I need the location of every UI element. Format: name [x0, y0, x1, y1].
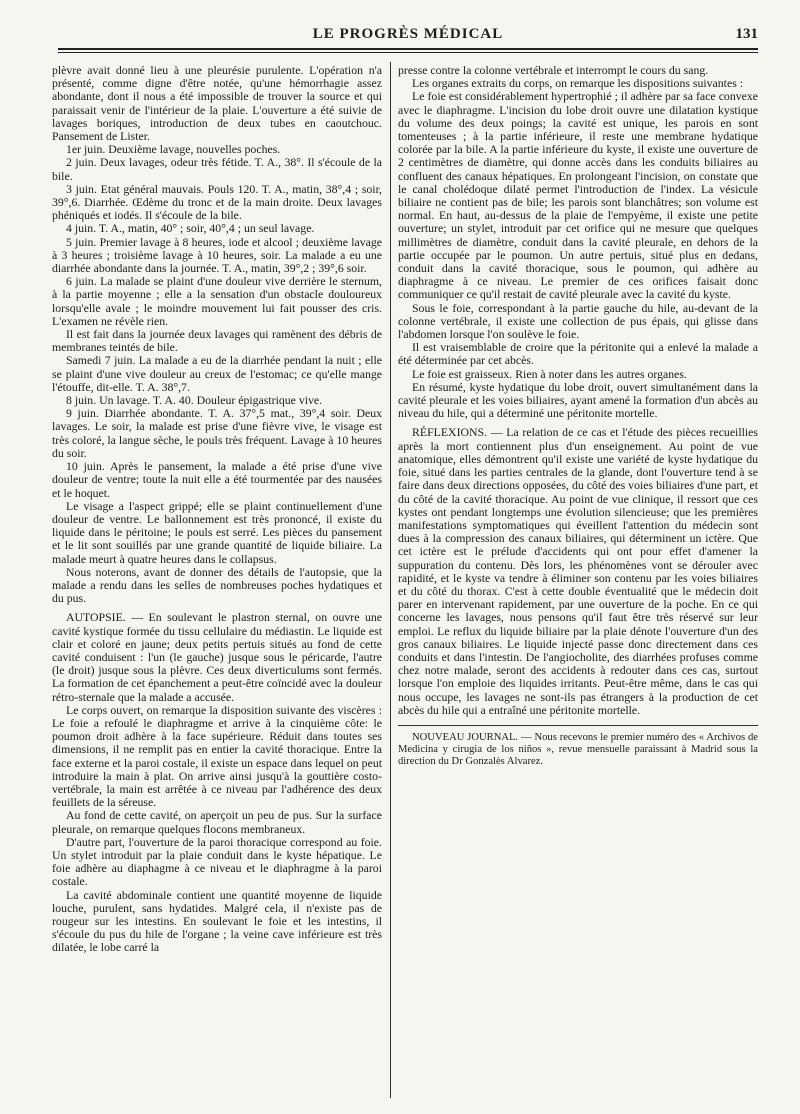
paragraph: La cavité abdominale contient une quantité moyenne de liquide louche, purulent, sans hydatides. Malgré cela, il n'existe pas de rougeur sur les intestins. En soulevant le foie et les intestins, il s'écoule du pus du hile de l'organe ; la veine cave inférieure est très dilatée, le lobe carré la: [52, 887, 382, 955]
paragraph: 4 juin. T. A., matin, 40° ; soir, 40°,4 ; un seul lavage.: [66, 221, 315, 236]
paragraph: 5 juin. Premier lavage à 8 heures, iode et alcool ; deuxième lavage à 3 heures ; troisième lavage à 10 heures, soir. La malade a eu une diarrhée abondante dans la journée. T. A., matin, 39°,2 ; 39°,6 soir.: [52, 234, 382, 276]
paragraph: plèvre avait donné lieu à une pleurésie purulente. L'opération n'a présenté, comme digne d'être notée, qu'une hémorrhagie assez abondante, dont il nous a été impossible de trouver la source et qui paraissait venir de l'intérieur de la plaie. L'ouverture a été suivie de lavages boriques, introduction de deux tubes en caoutchouc. Pansement de Lister.: [52, 64, 382, 144]
header-rule-thin: [58, 52, 758, 53]
paragraph: 10 juin. Après le pansement, la malade a été prise d'une vive douleur de ventre; toute la nuit elle a été tourmentée par des nausées et le hoquet.: [52, 459, 382, 500]
paragraph: Au fond de cette cavité, on aperçoit un peu de pus. Sur la surface pleurale, on remarque quelques flocons membraneux.: [52, 808, 382, 836]
paragraph: 9 juin. Diarrhée abondante. T. A. 37°,5 mat., 39°,4 soir. Deux lavages. Le soir, la malade est prise d'une fièvre vive, le visage est très coloré, la langue sèche, le pouls très fréquent. Lavage à 10 heures du soir.: [52, 406, 382, 460]
paragraph: Nous noterons, avant de donner des détails de l'autopsie, que la malade a rendu dans les selles de nombreuses poches hydatiques et du pus.: [52, 564, 382, 606]
paragraph: Le foie est graisseux. Rien à noter dans les autres organes.: [412, 366, 687, 381]
paragraph: Il est vraisemblable de croire que la péritonite qui a enlevé la malade a été déterminée par cet abcès.: [398, 340, 758, 368]
paragraph: presse contre la colonne vertébrale et interrompt le cours du sang.: [398, 64, 709, 77]
column-divider: [390, 62, 391, 1098]
paragraph: Samedi 7 juin. La malade a eu de la diarrhée pendant la nuit ; elle se plaint d'une vive douleur au creux de l'estomac; ce qu'elle mange l'étouffe, dit-elle. T. A. 38°,7.: [52, 353, 382, 394]
paragraph: 8 juin. Un lavage. T. A. 40. Douleur épigastrique vive.: [66, 393, 323, 408]
footnote-rule: [398, 725, 758, 726]
paragraph: D'autre part, l'ouverture de la paroi thoracique correspond au foie. Un stylet introduit par la plaie conduit dans le kyste hépatique. Le foie adhère au diaphagme à ce niveau et le diaphragme à la paroi costale.: [52, 834, 382, 889]
paragraph: 3 juin. Etat général mauvais. Pouls 120. T. A., matin, 38°,4 ; soir, 39°,6. Diarrhée. Œdème du tronc et de la main droite. Deux lavages phéniqués et iodés. Il s'écoule de la bile.: [52, 181, 382, 223]
paragraph: Il est fait dans la journée deux lavages qui ramènent des débris de membranes teintés de bile.: [52, 327, 382, 355]
paragraph: Sous le foie, correspondant à la partie gauche du hile, au-devant de la colonne vertébrale, il existe une collection de pus épais, qui glisse dans l'abdomen lorsque l'on soulève le foie.: [398, 300, 758, 342]
paragraph: Le corps ouvert, on remarque la disposition suivante des viscères : Le foie a refoulé le diaphragme et arrive à la cinquième côte: le poumon droit adhère à la face supérieure. Réduit dans toutes ses dimensions, il ne remplit pas en entier la cavité thoracique. Entre la face externe et la paroi costale, il existe un espace dans lequel on peut introduire la main à plat. On arrive ainsi jusqu'à la gouttière costo-vertébrale, la main est arrêtée à ce niveau par l'adhérence des deux feuillets de la séreuse.: [52, 702, 382, 810]
paragraph: 6 juin. La malade se plaint d'une douleur vive derrière le sternum, à la partie moyenne ; elle a la sensation d'un obstacle douloureux lorsqu'elle avale ; le moindre mouvement lui fait pousser des cris. L'examen ne révèle rien.: [52, 274, 382, 328]
left-column: [52, 64, 382, 1098]
paragraph: Le foie est considérablement hypertrophié ; il adhère par sa face convexe avec le diaphragme. L'incision du lobe droit ouvre une dilatation kystique du volume des deux poings; la cavité est unique, les parois en sont tomenteuses ; à la partie inférieure, il reste une membrane hydatique colorée par la bile. A la partie inférieure du kyste, il existe une ouverture de 2 centimètres de diamètre, qui donne accès dans les conduits biliaires au confluent des canaux hépatiques. En prolongeant l'incision, on constate que le canal cholédoque dilaté permet l'introduction de l'index. La vésicule biliaire ne contient pas de bile; les parois sont blanchâtres; son volume est normal. En haut, au-dessus de la plaie de l'empyème, il existe une petite ouverture; un stylet, introduit par cet orifice qui ne mesure que quelques millimètres de diamètre, conduit dans la cavité pleurale, en dehors de la partie occupée par le poumon. Un autre pertuis, situé plus en dedans, conduit dans la cavité thoracique, sous le poumon, qui adhère au diaphragme à ce niveau. Le premier de ces orifices faisait donc communiquer ce qu'il restait de cavité pleurale avec la cavité du kyste.: [398, 89, 758, 302]
paragraph: Le visage a l'aspect grippé; elle se plaint continuellement d'une douleur de ventre. Le ballonnement est très prononcé, il existe du liquide dans le péritoine; le pouls est serré. Les pièces du pansement et le lit sont souillés par une grande quantité de liquide biliaire. La malade meurt à quatre heures dans le collapsus.: [52, 498, 382, 566]
reflexions-paragraph: RÉFLEXIONS. — La relation de ce cas et l'étude des pièces recueillies après la mort contiennent plus d'un enseignement. Au point de vue anatomique, elles démontrent qu'il existe une variété de kyste hydatique du foie, situé dans les parties centrales de la glande, dont l'ouverture tend à se faire dans deux directions opposées, du côté des voies biliaires d'une part, et du côté de la cavité thoracique. Au point de vue clinique, il ressort que ces kystes ont pendant longtemps une évolution silencieuse; que les premières manifestations symptomatiques qui éveillent l'attention du médecin sont dues à la compression des canaux biliaires, qui déterminent un ictère. Que cet ictère est le prélude d'accidents qui ont pour effet d'amener la suppuration du contenu. Dès lors, les phénomènes vont se dérouler avec rapidité, et le kyste va tendre à éliminer son contenu par les voies biliaires et du côté du thorax. C'est à cette double éventualité que le médecin doit parer en intervenant rapidement, par une ouverture de la poche. En ce qui concerne les lavages, nous pensons qu'il faut être très réservé sur leur emploi. Le reflux du liquide biliaire par la plaie dénote l'ouverture d'un des gros canaux biliaires. Le liquide injecté passe donc directement dans ces conduits et dans l'intestin. De l'angiocholite, des diarrhées profuses comme chez notre malade, seront des accidents à redouter dans ces cas, surtout lorsque l'on emploie des liquides irritants. Peut-être même, dans le cas qui nous occupe, les lavages ne sont-ils pas étrangers à la production de cet abcès du hile qui a entraîné une péritonite mortelle.: [398, 425, 758, 717]
page-header: [58, 26, 758, 46]
page-number: 131: [735, 26, 758, 42]
journal-title: LE PROGRÈS MÉDICAL: [312, 26, 504, 42]
paragraph: Les organes extraits du corps, on remarque les dispositions suivantes :: [412, 76, 744, 91]
right-column: [398, 64, 758, 1098]
header-rule-thick: [58, 48, 758, 50]
paragraph: 2 juin. Deux lavages, odeur très fétide. T. A., 38°. Il s'écoule de la bile.: [52, 155, 382, 183]
autopsie-paragraph: AUTOPSIE. — En soulevant le plastron sternal, on ouvre une cavité kystique formée du tissu cellulaire du médiastin. Le liquide est clair et coloré en jaune; deux petits pertuis situés au fond de cette cavité conduisent : l'un (le gauche) jusque sous le péricarde, l'autre (le droit) jusque sous la plèvre. Ces deux diverticulums sont fermés. La formation de cet épanchement a peut-être coïncidé avec la douleur rétro-sternale que la malade a accusée.: [52, 610, 382, 704]
paragraph: 1er juin. Deuxième lavage, nouvelles poches.: [66, 142, 281, 157]
paragraph: En résumé, kyste hydatique du lobe droit, ouvert simultanément dans la cavité pleurale et les voies biliaires, ayant amené la formation d'un abcès au niveau du hile, qui a déterminé une péritonite mortelle.: [398, 379, 758, 421]
footnote: NOUVEAU JOURNAL. — Nous recevons le premier numéro des « Archivos de Medicina y cirugia de los niños », revue mensuelle paraissant à Madrid sous la direction du Dr Gonzalès Alvarez.: [398, 731, 758, 767]
